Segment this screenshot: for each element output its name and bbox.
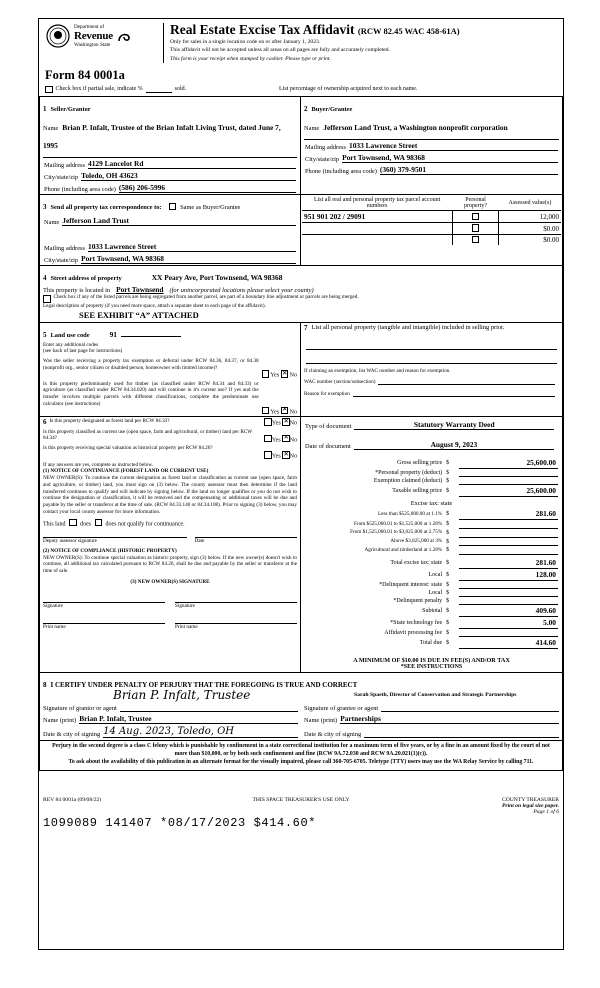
header-note-1: Only for sales in a single location code on or after January 1, 2023. [170, 38, 321, 45]
bracket-value-4[interactable] [459, 546, 558, 555]
doc-type-row [305, 419, 558, 431]
treasurer-stamp: 1099089 141407 *08/17/2023 $414.60* [43, 815, 317, 830]
forest-yes-checkbox[interactable] [264, 418, 272, 426]
certification-heading: I CERTIFY UNDER PENALTY OF PERJURY THAT THE FOREGOING IS TRUE AND CORRECT [50, 681, 358, 690]
delinq-penalty-label: *Delinquent penalty [393, 597, 443, 604]
section7-heading: List all personal property (tangible and intangible) included in selling prior. [311, 323, 505, 331]
buyer-mailing-row [301, 140, 562, 152]
section7-number: 7 [304, 323, 308, 332]
timber-no-label: No [289, 409, 297, 416]
seller-phone-value[interactable]: (586) 206-5996 [119, 183, 296, 193]
total-state-value[interactable]: 281.60 [459, 557, 558, 569]
timber-no-checkbox[interactable] [281, 407, 289, 415]
does-checkbox[interactable] [69, 519, 77, 527]
seller-city-value[interactable]: Toledo, OH 43623 [81, 171, 296, 181]
certification-section [39, 673, 563, 741]
delinq-penalty-value[interactable] [459, 597, 558, 605]
section4-heading: Street address of property [50, 275, 122, 283]
historic-answer[interactable]: Yes ✕ No [264, 445, 297, 460]
swirl-icon [116, 28, 132, 44]
new-owner-print-2[interactable]: Print name [175, 623, 297, 631]
parcel-number-2[interactable] [302, 234, 452, 245]
doc-date-value[interactable]: August 9, 2023 [354, 440, 554, 450]
exemption-instruction: If claiming an exemption, list WAC number and reason for exemption. [304, 367, 451, 374]
dept-line3: Washington State [74, 41, 111, 48]
corr-city-label: City/state/zip [44, 257, 79, 265]
bracket-label-1: From $525,000.01 to $1,525,000 at 1.28% [353, 520, 443, 527]
delinq-interest-value[interactable] [459, 581, 558, 589]
table-row: Total due $ 414.60 [305, 637, 558, 649]
table-row: *Delinquent interest: state $ [305, 581, 558, 589]
section1-number: 1 [43, 105, 47, 114]
personal-property-block [301, 323, 563, 418]
assessed-value-2[interactable]: $0.00 [499, 234, 561, 245]
grantee-signature-mark[interactable]: Sarah Spaeth, Director of Conservation and Strategic Partnerships [354, 692, 517, 699]
located-in-value[interactable]: Port Townsend [116, 285, 164, 295]
taxable-price-value[interactable]: 25,600.00 [459, 485, 558, 497]
personal-property-line-2[interactable] [306, 350, 557, 364]
notice-continuance-body: NEW OWNER(S): To continue the current designation as forest land or classification as current use (open space, farm and agriculture, or timber) land, you must sign on (3) below. The county assessor must then determine if the land transferred continues to qualify and will indicate by signing below. If the land no longer qualifies or you do not wish to continue the designation or classification, it will be removed and the compensating or additional taxes will be due and payable by the seller or transferor at the time of sale. (RCW 84.33.140 or 84.34.108). Prior to signing (3) below, you may contact your local county assessor for more information. [43, 475, 297, 515]
land-use-value[interactable]: 91 [109, 329, 117, 339]
buyer-mailing-value[interactable]: 1033 Lawrence Street [349, 141, 558, 151]
exemption-claimed-label: Exemption claimed (deduct) [373, 477, 443, 484]
buyer-city-value[interactable]: Port Townsend, WA 98368 [342, 153, 558, 163]
gross-price-label: Gross selling price [397, 459, 443, 466]
parcel-col2-header: Personal property? [464, 197, 488, 210]
seller-name-label: Name [43, 125, 59, 133]
new-owner-signature-title: (3) NEW OWNER(S) SIGNATURE [130, 578, 210, 585]
seller-city-label: City/state/zip [44, 174, 79, 182]
table-row: Agricultural and timberland at 1.28% $ [305, 546, 558, 555]
minimum-fee-note: A MINIMUM OF $10.00 IS DUE IN FEE(S) AND/OR TAX [353, 657, 510, 665]
property-address-value[interactable]: XX Peary Ave, Port Townsend, WA 98368 [151, 273, 283, 283]
seller-mailing-row [40, 158, 300, 170]
additional-codes-label: Enter any additional codes [43, 341, 99, 348]
classification-block [39, 417, 301, 673]
exemption-no-label: No [289, 372, 297, 379]
subtotal-value[interactable]: 409.60 [459, 605, 558, 617]
header-note-2: This affidavit will not be accepted unless all areas on all pages are fully and accurately completed. [170, 47, 390, 54]
timber-answer[interactable] [262, 381, 297, 416]
form-header [39, 19, 563, 65]
assessor-date[interactable]: Date [195, 537, 298, 545]
page-number: Page 1 of 6 [533, 808, 559, 815]
dept-line1: Department of [74, 24, 105, 30]
does-label: does [80, 521, 91, 528]
total-local-value[interactable]: 128.00 [459, 569, 558, 581]
bracket-value-2[interactable] [459, 528, 558, 537]
parcel-col3-header: Assessed value(s) [508, 200, 552, 207]
land-use-label: Land use code [50, 331, 90, 339]
table-row [302, 223, 561, 235]
property-address-section [39, 266, 563, 322]
grantor-date-label: Date & city of signing [43, 731, 101, 739]
total-state-label: Total excise tax: state [390, 559, 443, 566]
form-number: Form 84 0001a [45, 68, 125, 83]
total-due-label: Total due [419, 639, 443, 646]
grantor-signature-field[interactable] [120, 702, 298, 712]
parties-section [39, 96, 563, 195]
parcel-number-0[interactable]: 951 901 202 / 29091 [302, 211, 452, 223]
doc-date-label: Date of document [305, 443, 351, 451]
bracket-value-3[interactable] [459, 537, 558, 546]
section3-number: 3 [43, 203, 47, 212]
county-note: (for unincorporated locations please select your county) [169, 287, 314, 295]
corr-city-value[interactable]: Port Townsend, WA 98368 [81, 254, 296, 264]
corr-mailing-row [40, 241, 300, 253]
corr-name-value[interactable]: Jefferson Land Trust [62, 216, 296, 226]
bracket-value-0[interactable]: 281.60 [459, 508, 558, 520]
accessibility-statement: To ask about the availability of this publication in an alternate format for the visually impaired, please call 360-705-6705. Teletype (TTY) users may use the WA Relay Service by calling 711. [68, 759, 534, 766]
legal-description-value[interactable]: SEE EXHIBIT “A” ATTACHED [79, 309, 199, 320]
title-text: Real Estate Excise Tax Affidavit [170, 22, 355, 37]
personal-property-checkbox-1[interactable] [452, 223, 499, 235]
located-in-label: This property is located in [43, 287, 111, 295]
wac-value[interactable] [378, 375, 555, 385]
if-any-yes-note: If any answers are yes, complete as instructed below. [43, 461, 154, 468]
section5-number: 5 [43, 330, 47, 339]
buyer-phone-label: Phone (including area code) [305, 168, 377, 176]
corr-name-row [40, 215, 300, 227]
same-as-buyer-checkbox[interactable] [169, 203, 177, 211]
buyer-city-row [301, 152, 562, 164]
table-row: *State technology fee $ 5.00 [305, 617, 558, 629]
selling-price-table [305, 457, 558, 497]
deputy-assessor-signature[interactable]: Deputy assessor signature [43, 537, 187, 545]
current-use-question: Is this property classified as current use (open space, farm and agricultural, or timber) land per RCW 84.34? [43, 428, 253, 442]
table-row: Local $ [305, 589, 558, 597]
personal-property-checkbox-2[interactable] [452, 234, 499, 245]
reason-row [304, 386, 559, 398]
land-use-block [39, 323, 301, 418]
table-row: Affidavit processing fee $ [305, 629, 558, 637]
doc-date-row [305, 439, 558, 451]
delinq-local-value[interactable] [459, 589, 558, 597]
tech-fee-label: *State technology fee [390, 619, 443, 626]
buyer-name-label: Name [304, 125, 320, 133]
segregation-checkbox[interactable] [43, 295, 51, 303]
table-row: From $1,525,000.01 to $3,025,000 at 2.75% $ [305, 528, 558, 537]
processing-fee-label: Affidavit processing fee [384, 629, 443, 636]
reason-label: Reason for exemption [304, 390, 350, 397]
notice-compliance-title: (2) NOTICE OF COMPLIANCE (HISTORIC PROPERTY) [43, 547, 177, 554]
form-footer [39, 797, 563, 815]
partial-sale-checkbox[interactable] [45, 86, 53, 94]
parcel-table-block [301, 195, 563, 266]
new-owner-signature-1[interactable]: Signature [43, 602, 165, 610]
tech-fee-value[interactable]: 5.00 [459, 617, 558, 629]
partial-sale-percent-field[interactable] [146, 85, 172, 93]
new-owner-print-1[interactable]: Print name [43, 623, 165, 631]
corr-mailing-label: Mailing address [44, 245, 85, 253]
table-row: *Personal property (deduct) $ [305, 469, 558, 477]
table-row: Gross selling price $ 25,600.00 [305, 457, 558, 469]
same-as-buyer-label: Same as Buyer/Grantee [180, 204, 241, 212]
seller-grantor-block [39, 96, 301, 195]
notice-continuance-title: (1) NOTICE OF CONTINUANCE (FOREST LAND OR CURRENT USE) [43, 468, 209, 475]
assessed-value-1[interactable]: $0.00 [499, 223, 561, 235]
timber-yes-checkbox[interactable] [262, 407, 270, 415]
does-not-label: does not qualify for continuance. [105, 521, 185, 528]
see-instructions-note: *SEE INSTRUCTIONS [400, 664, 463, 671]
bracket-label-4: Agricultural and timberland at 1.28% [364, 546, 443, 553]
total-due-value[interactable]: 414.60 [459, 637, 558, 649]
grantee-date-label: Date & city of signing [304, 731, 362, 739]
parcel-col1-header: List all real and personal property tax parcel account numbers [313, 197, 441, 210]
buyer-city-label: City/state/zip [305, 156, 340, 164]
seller-city-row [40, 170, 300, 182]
partial-sale-row [45, 85, 199, 93]
does-not-checkbox[interactable] [95, 519, 103, 527]
currentuse-yes-checkbox[interactable] [264, 435, 272, 443]
table-row [302, 234, 561, 245]
parcel-table [302, 196, 561, 245]
buyer-mailing-label: Mailing address [305, 144, 346, 152]
grantee-name-value[interactable]: Partnerships [340, 714, 559, 724]
delinq-interest-label: *Delinquent interest: state [379, 581, 443, 588]
section1-heading: Seller/Grantor [50, 106, 91, 114]
treasurer-space-label: THIS SPACE TREASURER'S USE ONLY [252, 796, 350, 803]
parcel-number-1[interactable] [302, 223, 452, 235]
excise-tax-header: Excise tax: state [410, 500, 453, 508]
table-row: From $525,000.01 to $1,525,000 at 1.28% $ [305, 520, 558, 529]
forest-no-checkbox[interactable] [282, 418, 290, 426]
notice-compliance-body: NEW OWNER(S): To continue special valuation as historic property, sign (3) below. If the new owner(s) doesn't wish to continue, all additional tax calculated pursuant to RCW 84.26, shall be due and payable by the seller or transferor at the time of sale. [43, 554, 297, 575]
assessed-value-0[interactable]: 12,000 [499, 211, 561, 223]
section3-heading: Send all property tax correspondence to: [50, 204, 162, 212]
timber-yes-label: Yes [270, 409, 280, 416]
page-title [170, 23, 563, 38]
currentuse-no-checkbox[interactable] [282, 435, 290, 443]
seller-mailing-value[interactable]: 4129 Lancelot Rd [88, 159, 296, 169]
section2-number: 2 [304, 105, 308, 114]
exemption-no-checkbox[interactable] [281, 370, 289, 378]
corr-mailing-value[interactable]: 1033 Lawrence Street [88, 242, 296, 252]
partial-sale-suffix: sold. [174, 86, 187, 93]
dept-line2: Revenue [74, 29, 113, 42]
bracket-label-0: Less than $525,000.00 at 1.1% [378, 510, 443, 517]
grantee-name-label: Name (print) [304, 717, 338, 725]
bracket-table [305, 508, 558, 555]
wac-row [304, 374, 559, 386]
historic-yes-checkbox[interactable] [264, 451, 272, 459]
table-row: Exemption claimed (deduct) $ [305, 477, 558, 485]
seller-phone-row [40, 182, 300, 194]
grantor-signature-label: Signature of grantor or agent [43, 705, 117, 713]
grantor-signature-mark[interactable]: Brian P. Infalt, Trustee [113, 688, 251, 703]
total-local-label: Local [428, 571, 443, 578]
subtotal-label: Subtotal [422, 607, 443, 614]
buyer-phone-value[interactable]: (360) 379-9501 [380, 165, 558, 175]
exemption-yes-label: Yes [270, 372, 280, 379]
grantor-name-value[interactable]: Brian P. Infalt, Trustee [79, 714, 298, 724]
segregation-note: Check box if any of the listed parcels are being segregated from another parcel, are part of a boundary line adjustment or parcels are being merged. [53, 294, 359, 301]
current-use-answer[interactable]: Yes ✕ No [264, 429, 297, 444]
exemption-claimed-value[interactable] [459, 477, 558, 485]
county-treasurer-label: COUNTY TREASURER [501, 796, 559, 803]
table-row: Subtotal $ 409.60 [305, 605, 558, 617]
personal-prop-value[interactable] [459, 469, 558, 477]
table-row: *Delinquent penalty $ [305, 597, 558, 605]
table-row: Total excise tax: state $ 281.60 [305, 557, 558, 569]
section2-heading: Buyer/Grantee [311, 106, 353, 114]
table-row: Local $ 128.00 [305, 569, 558, 581]
table-row: Taxable selling price $ 25,600.00 [305, 485, 558, 497]
grantor-date-value[interactable]: 14 Aug. 2023, Toledo, OH [103, 726, 298, 738]
agency-logo [39, 23, 163, 49]
buyer-phone-row [301, 164, 562, 176]
see-back-note: (see back of last page for instructions) [43, 348, 123, 355]
seller-phone-label: Phone (including area code) [44, 186, 116, 194]
perjury-section [39, 741, 563, 771]
title-rcw: (RCW 82.45 WAC 458-61A) [357, 26, 460, 36]
partial-sale-label: Check box if partial sale, indicate % [55, 86, 143, 93]
section4-number: 4 [43, 274, 47, 283]
ownership-note: List percentage of ownership acquired next to each name. [279, 86, 418, 93]
personal-property-line-1[interactable] [306, 336, 557, 350]
print-legal-note: Print on legal size paper. [501, 802, 559, 809]
landuse-personal-section [39, 323, 563, 418]
wac-label: WAC number (section/subsection) [304, 378, 376, 385]
bracket-label-3: Above $3,025,000 at 3% [390, 538, 443, 545]
perjury-statement: Perjury in the second degree is a class C felony which is punishable by confinement in a state correctional institution for a maximum term of five years, or by a fine in an amount fixed by the court of not more than $10,000, or by both such confinement and fine (RCW 9A.72.030 and RCW 9A.20.021(1)(c)). [52, 743, 550, 757]
table-row: Less than $525,000.00 at 1.1% $ 281.60 [305, 508, 558, 520]
header-note-3: This form is your receipt when stamped by cashier. Please type or print. [170, 55, 331, 62]
correspondence-block [39, 195, 301, 266]
this-land-row [43, 519, 297, 528]
exemption-question: Was the seller receiving a property tax exemption or deferral under RCW 84.36, 84.37, or 84.38 (nonprofit org., senior citizen or disabled person, homeowner with limited income)? [43, 358, 259, 371]
delinq-local-label: Local [428, 589, 443, 596]
seller-mailing-label: Mailing address [44, 162, 85, 170]
reason-value[interactable] [353, 387, 555, 397]
grantor-name-label: Name (print) [43, 717, 77, 725]
processing-fee-value[interactable] [459, 629, 558, 637]
taxable-price-label: Taxable selling price [392, 487, 443, 494]
table-row: Above $3,025,000 at 3% $ [305, 537, 558, 546]
table-row [302, 211, 561, 223]
corr-city-row [40, 253, 300, 265]
section6-number: 6 [43, 418, 47, 427]
rev-number: REV 84 0001a (09/08/22) [43, 796, 102, 803]
buyer-name-value[interactable]: Jefferson Land Trust, a Washington nonprofit corporation [323, 123, 508, 133]
totals-table [305, 557, 558, 649]
exemption-yes-checkbox[interactable] [262, 370, 270, 378]
affidavit-form [38, 18, 564, 950]
classification-tax-section [39, 417, 563, 673]
personal-prop-label: *Personal property (deduct) [375, 469, 443, 476]
section8-number: 8 [43, 681, 47, 690]
state-seal-icon [45, 23, 71, 49]
exemption-answer[interactable] [262, 358, 297, 379]
buyer-grantee-block [301, 96, 563, 195]
personal-property-checkbox-0[interactable] [452, 211, 499, 223]
historic-no-checkbox[interactable] [282, 451, 290, 459]
legal-description-label: Legal description of property (if you need more space, attach a separate sheet to each page of the affidavit). [43, 302, 266, 309]
gross-price-value[interactable]: 25,600.00 [459, 457, 558, 469]
bracket-value-1[interactable] [459, 520, 558, 529]
correspondence-parcel-section [39, 195, 563, 266]
doc-type-label: Type of document [305, 423, 352, 431]
forest-land-answer[interactable]: Yes ✕ No [264, 418, 297, 427]
this-land-label: This land [43, 521, 66, 528]
grantee-date-value[interactable] [364, 728, 559, 738]
forest-land-question: Is this property designated as forest land per RCW 84.33? [49, 418, 170, 425]
doc-type-value[interactable]: Statutory Warranty Deed [354, 420, 554, 430]
corr-name-label: Name [44, 219, 60, 227]
bracket-label-2: From $1,525,000.01 to $3,025,000 at 2.75% [350, 529, 443, 536]
timber-question: Is this property predominantly used for timber (as classified under RCW 84.34 and 84.33) or agriculture (as classified under RCW 84.34.020) and will continue in it's current use? If yes and the transfer involves multiple parcels with different classifications, complete the predominate use calculator (see instructions) [43, 380, 259, 407]
seller-name-value[interactable]: Brian P. Infalt, Trustee of the Brian Infalt Living Trust, dated June 7, 1995 [43, 123, 281, 151]
tax-calculation-block [301, 417, 563, 673]
new-owner-signature-2[interactable]: Signature [175, 602, 297, 610]
grantee-signature-label: Signature of grantee or agent [304, 705, 379, 713]
grantee-signature-field[interactable] [381, 702, 559, 712]
historic-question: Is this property receiving special valuation as historical property per RCW 84.26? [43, 445, 213, 452]
